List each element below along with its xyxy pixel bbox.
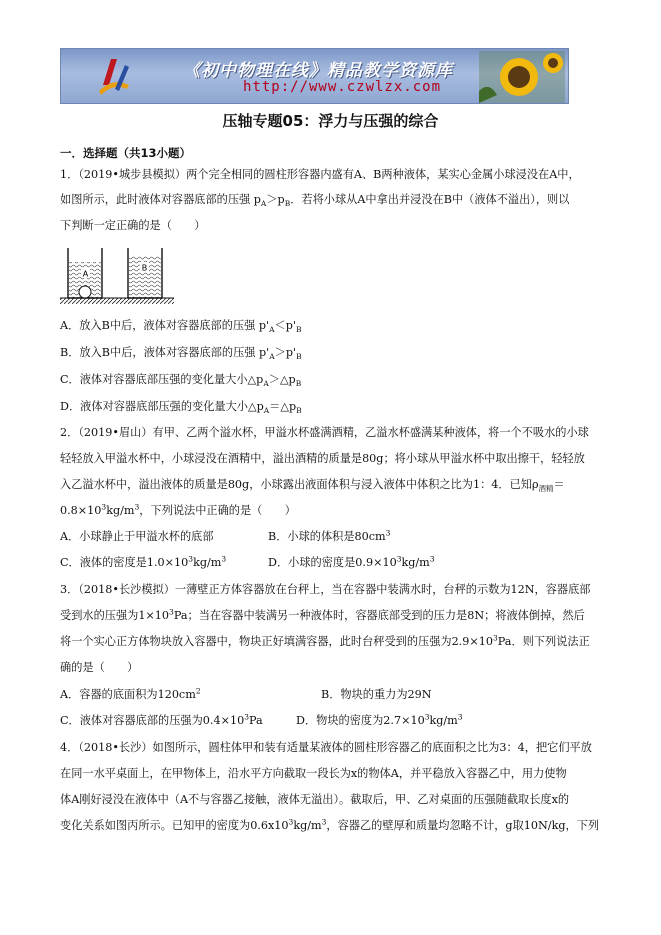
q2-line4: $0.8\times 10^3kg/m^3$，下列说法中正确的是（ ）	[60, 502, 296, 517]
q4-line2: 在同一水平桌面上，在甲物体上，沿水平方向截取一段长为x的物体A，并平稳放入容器乙中，用力使物	[60, 767, 567, 780]
page-title: 压轴专题05：浮力与压强的综合	[222, 112, 439, 130]
q3-line1: 3．（2018•长沙模拟）一薄壁正方体容器放在台秤上，当在容器中装满水时，台秤的示数为12N，容器底部	[60, 583, 591, 596]
q3-option-b[interactable]: B．物块的重力为29N	[321, 688, 432, 701]
logo-icon	[91, 55, 135, 99]
q2-line3: 入乙溢水杯中，溢出液体的质量是80g，小球露出液面体积与浸入液体中体积之比为1：4．已知$\rho_{酒精}=$	[60, 478, 565, 494]
q3-option-a[interactable]: A．容器的底面积为$120cm^2$	[60, 686, 201, 701]
section-heading: 一．选择题（共13小题）	[60, 146, 192, 160]
q3-option-d[interactable]: D．物块的密度为$2.7\times 10^3kg/m^3$	[296, 712, 463, 727]
q3-line3: 将一个实心正方体物块放入容器中，物块正好填满容器，此时台秤受到的压强为$2.9\times 10^3Pa$．则下列说法正	[60, 633, 590, 648]
fig-label-a: A	[82, 269, 89, 279]
q1-option-c[interactable]: C．液体对容器底部压强的变化量大小$\triangle p_A>\triangle p_B$	[60, 373, 302, 389]
sunflower-icon	[479, 51, 565, 103]
q3-line2: 受到水的压强为$1\times 10^3Pa$；当在容器中装满另一种液体时，容器底部受到的压力是8N；将液体倒掉，然后	[60, 607, 585, 622]
q4-line3: 体A刚好浸没在液体中（A不与容器乙接触，液体无溢出）。截取后，甲、乙对桌面的压强随截取长度x的	[60, 793, 570, 806]
banner-url[interactable]: http://www.czwlzx.com	[243, 79, 442, 95]
fig-label-b: B	[141, 263, 148, 273]
q1-option-a[interactable]: A．放入B中后，液体对容器底部的压强 $p'_A<p'_B$	[60, 319, 302, 335]
q1-option-d[interactable]: D．液体对容器底部压强的变化量大小$\triangle p_A=\triangle p_B$	[60, 400, 302, 416]
q1-line1: 1．（2019•城步县模拟）两个完全相同的圆柱形容器内盛有A、B两种液体，某实心金属小球浸没在A中，	[60, 168, 580, 181]
q3-line4: 确的是（ ）	[60, 661, 139, 674]
q4-line1: 4．（2018•长沙）如图所示，圆柱体甲和装有适量某液体的圆柱形容器乙的底面积之比为3：4，把它们平放	[60, 741, 592, 754]
q3-option-c[interactable]: C．液体对容器底部的压强为$0.4\times 10^3Pa$	[60, 712, 263, 727]
q2-option-b[interactable]: B．小球的体积是$80cm^3$	[268, 528, 391, 543]
q2-option-d[interactable]: D．小球的密度是$0.9\times 10^3kg/m^3$	[268, 554, 435, 569]
q1-line3: 下判断一定正确的是（ ）	[60, 219, 206, 232]
q2-option-c[interactable]: C．液体的密度是$1.0\times 10^3kg/m^3$	[60, 554, 227, 569]
q1-option-b[interactable]: B．放入B中后，液体对容器底部的压强 $p'_A>p'_B$	[60, 346, 302, 362]
q2-option-a[interactable]: A．小球静止于甲溢水杯的底部	[60, 530, 214, 543]
q1-line2: 如图所示，此时液体对容器底部的压强 $p_A>p_B$．若将小球从A中拿出并浸没在B中（液体不溢出），则以	[60, 193, 570, 209]
header-banner	[60, 48, 569, 104]
banner-title: 《初中物理在线》精品教学资源库	[183, 61, 453, 81]
q2-line2: 轻轻放入甲溢水杯中，小球浸没在酒精中，溢出酒精的质量是80g；将小球从甲溢水杯中取出擦干，轻轻放	[60, 452, 585, 465]
q2-line1: 2．（2019•眉山）有甲、乙两个溢水杯，甲溢水杯盛满酒精，乙溢水杯盛满某种液体，将一个不吸水的小球	[60, 426, 589, 439]
q1-figure	[60, 240, 200, 306]
q4-line4: 变化关系如图丙所示。已知甲的密度为$0.6x10^3kg/m^3$，容器乙的壁厚和质量均忽略不计，g取10N/kg，下列	[60, 817, 600, 832]
